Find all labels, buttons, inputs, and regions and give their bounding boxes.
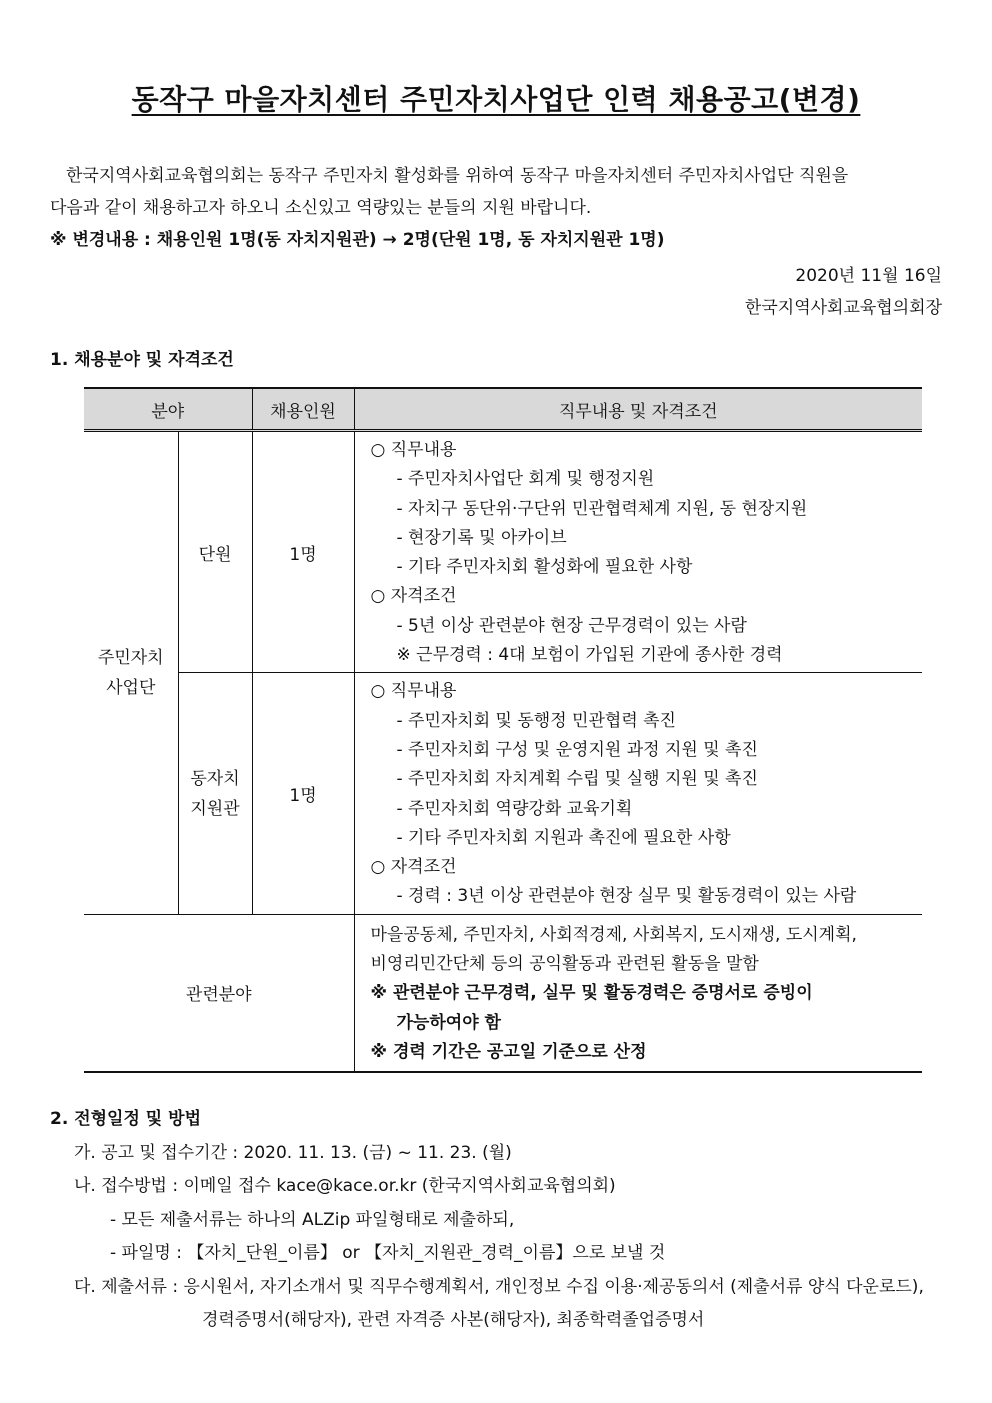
field-cell: 단원 [178, 431, 252, 673]
related-note-cont: 가능하여야 함 [396, 1012, 501, 1033]
table-row-related [84, 914, 922, 1072]
duty-item: - 주민자치회 구성 및 운영지원 과정 지원 및 촉진 [396, 739, 758, 760]
schedule-item: 가. 공고 및 접수기간 : 2020. 11. 13. (금) ~ 11. 23. (월) [74, 1142, 512, 1163]
related-line: 마을공동체, 주민자치, 사회적경제, 사회복지, 도시재생, 도시계획, [370, 924, 857, 945]
header-count: 채용인원 [252, 388, 354, 431]
duty-item: - 현장기록 및 아카이브 [396, 527, 567, 548]
intro-line-2: 다음과 같이 채용하고자 하오니 소신있고 역량있는 분들의 지원 바랍니다. [50, 198, 592, 218]
change-notice: ※ 변경내용 : 채용인원 1명(동 자치지원관) → 2명(단원 1명, 동 자치지원관 1명) [50, 230, 665, 250]
duty-item: - 주민자치회 자치계획 수립 및 실행 지원 및 촉진 [396, 769, 758, 790]
method-subitem: - 파일명 : 【자치_단원_이름】 or 【자치_지원관_경력_이름】으로 보낼 것 [110, 1243, 666, 1263]
header-field: 분야 [84, 388, 252, 431]
related-line: 비영리민간단체 등의 공익활동과 관련된 활동을 말함 [370, 954, 759, 975]
count-cell: 1명 [252, 431, 354, 673]
section2 [50, 1103, 950, 1338]
qual-heading: ○ 자격조건 [370, 586, 457, 607]
intro-line-1: 한국지역사회교육협의회는 동작구 주민자치 활성화를 위하여 동작구 마을자치센터 주민자치사업단 직원을 [66, 166, 849, 186]
issue-info [745, 260, 942, 324]
section1-title: 1. 채용분야 및 자격조건 [50, 350, 234, 370]
duty-heading: ○ 직무내용 [370, 681, 457, 702]
header-duty: 직무내용 및 자격조건 [354, 388, 922, 431]
table-row [84, 673, 922, 914]
page-title: 동작구 마을자치센터 주민자치사업단 인력 채용공고(변경) [131, 83, 861, 116]
documents-item: 다. 제출서류 : 응시원서, 자기소개서 및 직무수행계획서, 개인정보 수집 이용·제공동의서 (제출서류 양식 다운로드), [74, 1276, 924, 1297]
duty-cell [354, 673, 922, 914]
related-note: ※ 관련분야 근무경력, 실무 및 활동경력은 증명서로 증빙이 [370, 983, 813, 1004]
qual-item: - 5년 이상 관련분야 현장 근무경력이 있는 사람 [396, 615, 747, 636]
duty-item: - 기타 주민자치회 지원과 촉진에 필요한 사항 [396, 827, 731, 848]
related-label: 관련분야 [84, 914, 354, 1072]
group-cell: 주민자치 사업단 [84, 431, 178, 915]
issuer: 한국지역사회교육협의회장 [744, 298, 942, 318]
recruitment-table [84, 387, 922, 1073]
duty-item: - 주민자치사업단 회계 및 행정지원 [396, 469, 655, 490]
duty-item: - 기타 주민자치회 활성화에 필요한 사항 [396, 557, 693, 578]
field-cell: 동자치 지원관 [178, 673, 252, 914]
duty-heading: ○ 직무내용 [370, 440, 457, 460]
related-note: ※ 경력 기간은 공고일 기준으로 산정 [370, 1041, 647, 1062]
issue-date: 2020년 11월 16일 [795, 266, 942, 286]
duty-item: - 주민자치회 역량강화 교육기획 [396, 798, 633, 819]
table-header-row [84, 388, 922, 431]
qual-item: - 경력 : 3년 이상 관련분야 현장 실무 및 활동경력이 있는 사람 [396, 886, 857, 907]
related-cell [354, 914, 922, 1072]
section2-title: 2. 전형일정 및 방법 [50, 1109, 201, 1129]
qual-note: ※ 근무경력 : 4대 보험이 가입된 기관에 종사한 경력 [396, 645, 783, 666]
table-row [84, 431, 922, 673]
duty-item: - 주민자치회 및 동행정 민관협력 촉진 [396, 710, 676, 731]
method-item: 나. 접수방법 : 이메일 접수 kace@kace.or.kr (한국지역사회교육협의회) [74, 1176, 616, 1196]
method-subitem: - 모든 제출서류는 하나의 ALZip 파일형태로 제출하되, [110, 1209, 515, 1230]
duty-item: - 자치구 동단위·구단위 민관협력체계 지원, 동 현장지원 [396, 498, 808, 519]
duty-cell [354, 431, 922, 673]
qual-heading: ○ 자격조건 [370, 857, 457, 878]
count-cell: 1명 [252, 673, 354, 914]
documents-item-cont: 경력증명서(해당자), 관련 자격증 사본(해당자), 최종학력졸업증명서 [202, 1310, 705, 1330]
intro [50, 160, 945, 256]
